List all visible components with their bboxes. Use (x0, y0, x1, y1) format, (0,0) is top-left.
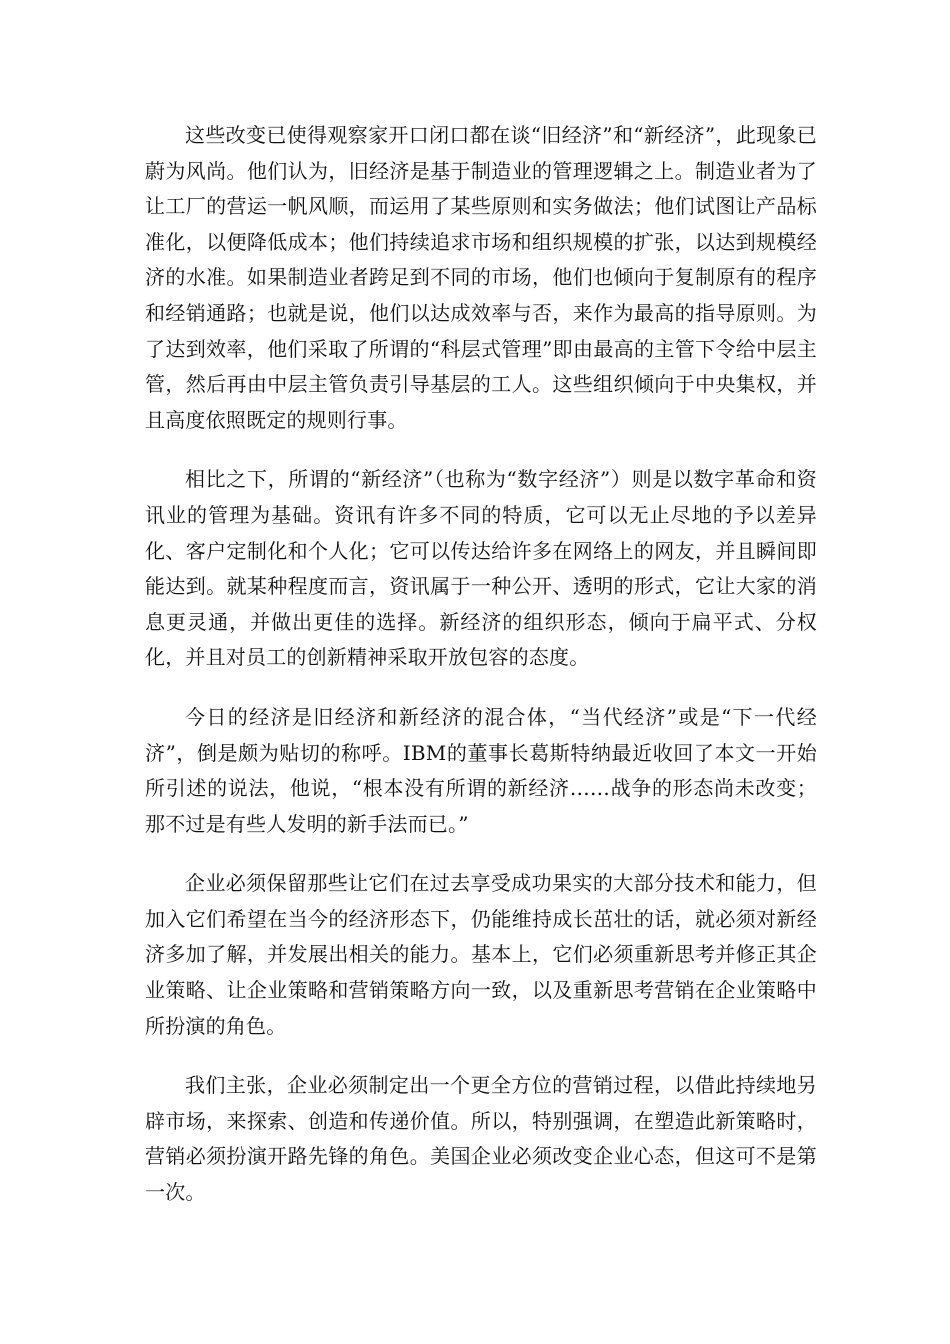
paragraph-marketing-role: 我们主张，企业必须制定出一个更全方位的营销过程，以借此持续地另辟市场，来探索、创造和传递价值。所以，特别强调，在塑造此新策略时，营销必须扮演开路先锋的角色。美国企业必须改变企业心态，但这可不是第一次。 (145, 1073, 817, 1205)
paragraph-mixed-economy: 今日的经济是旧经济和新经济的混合体，“当代经济”或是“下一代经济”，倒是颇为贴切的称呼。IBM的董事长葛斯特纳最近收回了本文一开始所引述的说法，他说，“根本没有所谓的新经济……战争的形态尚未改变；那不过是有些人发明的新手法而已。” (145, 704, 817, 836)
paragraph-enterprise-strategy: 企业必须保留那些让它们在过去享受成功果实的大部分技术和能力，但加入它们希望在当今的经济形态下，仍能维持成长茁壮的话，就必须对新经济多加了解，并发展出相关的能力。基本上，它们必须重新思考并修正其企业策略、让企业策略和营销策略方向一致，以及重新思考营销在企业策略中所扮演的角色。 (145, 871, 817, 1038)
paragraph-new-economy: 相比之下，所谓的“新经济”（也称为“数字经济”）则是以数字革命和资讯业的管理为基础。资讯有许多不同的特质，它可以无止尽地的予以差异化、客户定制化和个人化；它可以传达给许多在网络上的网友，并且瞬间即能达到。就某种程度而言，资讯属于一种公开、透明的形式，它让大家的消息更灵通，并做出更佳的选择。新经济的组织形态，倾向于扁平式、分权化，并且对员工的创新精神采取开放包容的态度。 (145, 467, 817, 670)
paragraph-old-economy: 这些改变已使得观察家开口闭口都在谈“旧经济”和“新经济”，此现象已蔚为风尚。他们认为，旧经济是基于制造业的管理逻辑之上。制造业者为了让工厂的营运一帆风顺，而运用了某些原则和实务做法；他们试图让产品标准化，以便降低成本；他们持续追求市场和组织规模的扩张，以达到规模经济的水准。如果制造业者跨足到不同的市场，他们也倾向于复制原有的程序和经销通路；也就是说，他们以达成效率与否，来作为最高的指导原则。为了达到效率，他们采取了所谓的“科层式管理”即由最高的主管下令给中层主管，然后再由中层主管负责引导基层的工人。这些组织倾向于中央集权，并且高度依照既定的规则行事。 (145, 123, 817, 432)
document-body (145, 118, 817, 1235)
